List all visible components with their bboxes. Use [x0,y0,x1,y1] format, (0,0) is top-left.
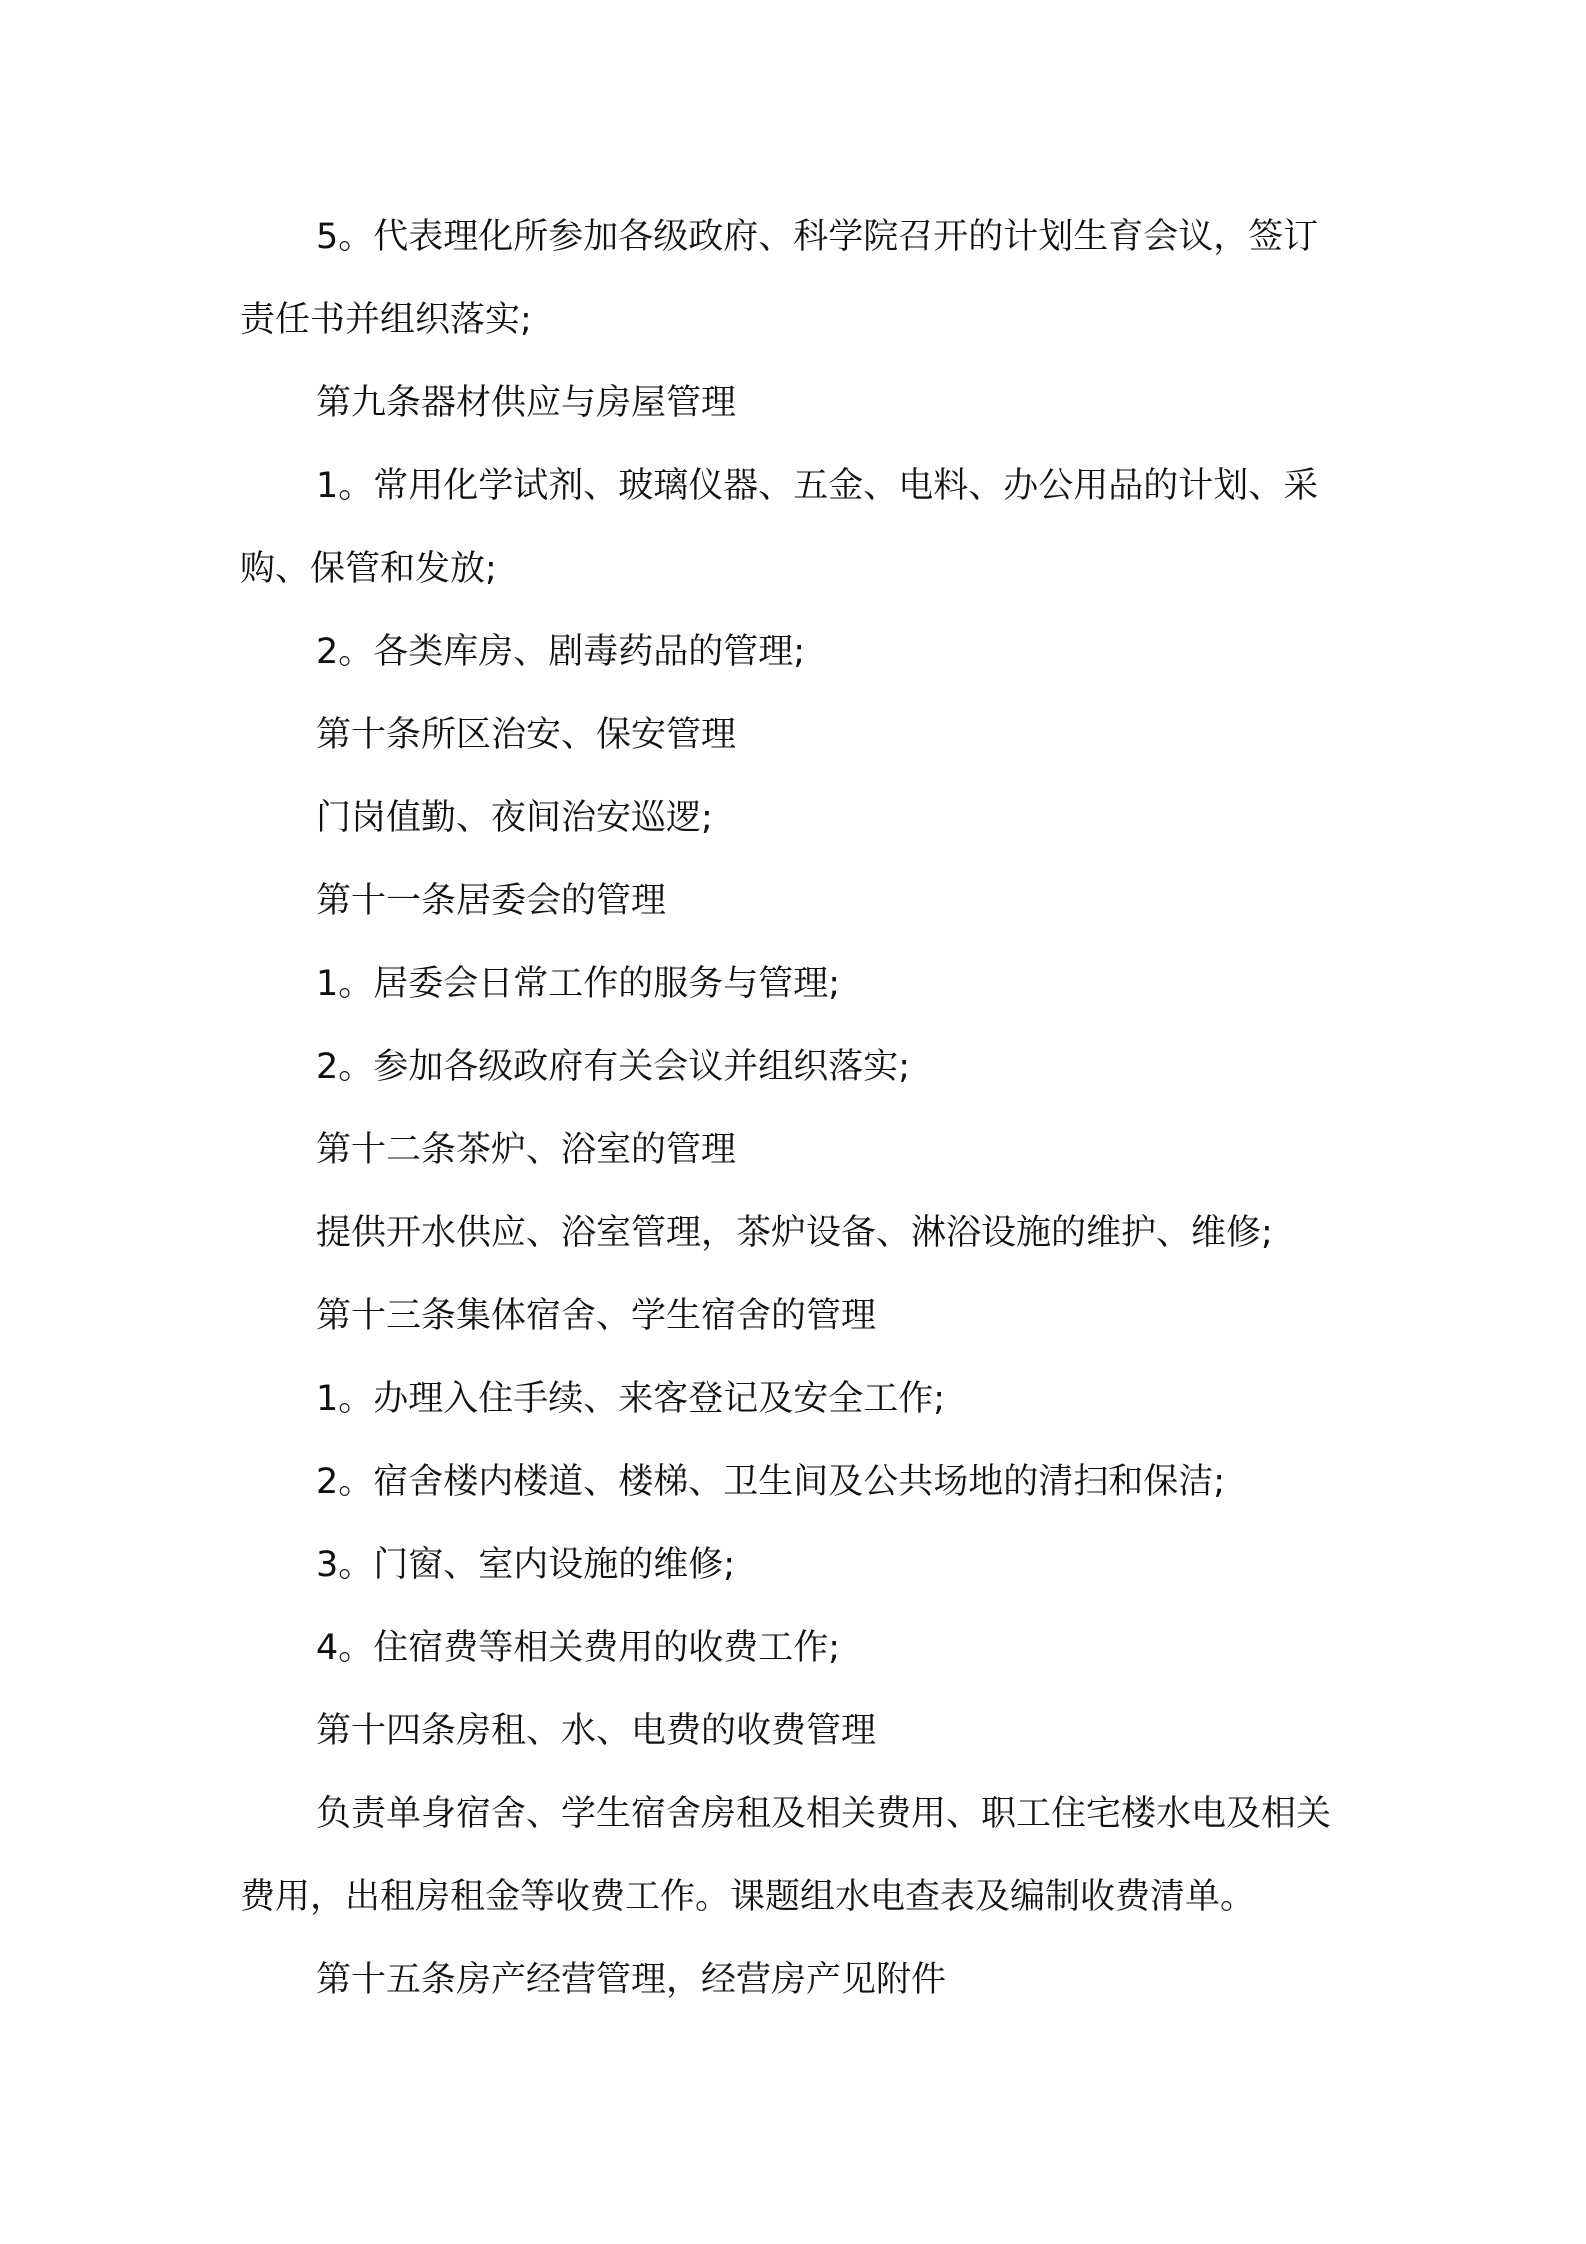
paragraph-dorm-item-1: 1。办理入住手续、来客登记及安全工作; [316,1379,946,1419]
document-body [240,196,1350,2022]
article-10-heading: 第十条所区治安、保安管理 [316,715,737,755]
article-12-heading: 第十二条茶炉、浴室的管理 [316,1130,737,1170]
paragraph-dorm-item-4: 4。住宿费等相关费用的收费工作; [316,1628,841,1668]
paragraph-fee-management: 负责单身宿舍、学生宿舍房租及相关费用、职工住宅楼水电及相关费用，出租房租金等收费工作。课题组水电查表及编制收费清单。 [240,1794,1332,1917]
article-11-heading: 第十一条居委会的管理 [316,881,667,921]
paragraph-security-duty: 门岗值勤、夜间治安巡逻; [316,798,713,838]
paragraph-dorm-item-3: 3。门窗、室内设施的维修; [316,1545,736,1585]
paragraph-item-5: 5。代表理化所参加各级政府、科学院召开的计划生育会议，签订责任书并组织落实; [240,217,1319,340]
article-13-heading: 第十三条集体宿舍、学生宿舍的管理 [316,1296,877,1336]
paragraph-dorm-item-2: 2。宿舍楼内楼道、楼梯、卫生间及公共场地的清扫和保洁; [316,1462,1226,1502]
paragraph-item-1: 1。常用化学试剂、玻璃仪器、五金、电料、办公用品的计划、采购、保管和发放; [240,466,1319,589]
paragraph-bath-service: 提供开水供应、浴室管理，茶炉设备、淋浴设施的维护、维修; [316,1213,1273,1253]
paragraph-item-2: 2。各类库房、剧毒药品的管理; [316,632,806,672]
article-15-heading: 第十五条房产经营管理，经营房产见附件 [316,1960,947,2000]
paragraph-committee-item-1: 1。居委会日常工作的服务与管理; [316,964,841,1004]
paragraph-committee-item-2: 2。参加各级政府有关会议并组织落实; [316,1047,911,1087]
article-9-heading: 第九条器材供应与房屋管理 [316,383,737,423]
article-14-heading: 第十四条房租、水、电费的收费管理 [316,1711,877,1751]
